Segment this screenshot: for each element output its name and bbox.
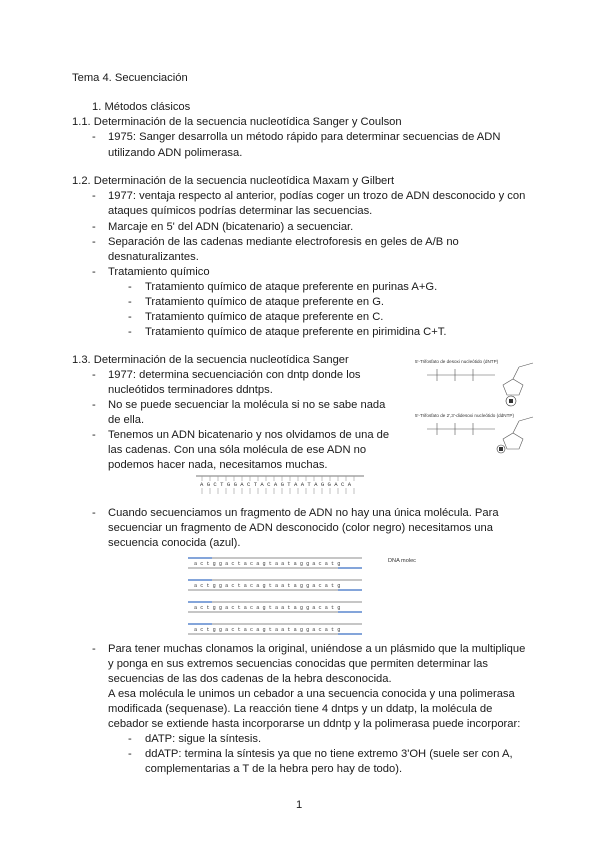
bullet-dash: - [92,507,96,519]
s12-sub-2: Tratamiento químico de ataque preferente en G. [145,296,385,308]
section-1-1-heading: 1.1. Determinación de la secuencia nucleotídica Sanger y Coulson [72,116,402,128]
s13-b4-line1: Cuando secuenciamos un fragmento de ADN no hay una única molécula. Para [108,507,499,519]
page-number: 1 [296,799,303,811]
bullet-dash: - [92,236,96,248]
s13-b3-line2: las cadenas. Con una sóla molécula de ese ADN no [108,444,367,456]
s13-b4-line3: secuencia conocida (azul). [108,537,241,549]
s13-b5-line1: Para tener muchas clonamos la original, uniéndose a un plásmido que la multiplique [108,643,526,655]
s13-b5-line2: y ponga en sus extremos secuencias conocidas que permiten determinar las [108,658,488,670]
dna-molecule-label: DNA molec [388,558,416,564]
s13-b5-line5: modificada (sequenase). La reacción tiene 4 dntps y un ddatp, la molécula de [108,703,493,715]
s12-b3-line2: desnaturalizantes. [108,251,199,263]
s12-sub-3: Tratamiento químico de ataque preferente en C. [145,311,384,323]
s13-b5-line6: cebador se extiende hasta incorporarse un ddntp y la polimerasa puede incorporar: [108,718,521,730]
s13-b2-line2: de ella. [108,414,145,426]
bullet-dash: - [92,369,96,381]
s11-b1-line2: utilizando ADN polimerasa. [108,147,243,159]
bullet-dash: - [92,221,96,233]
s13-b1-line2: nucleótidos terminadores ddntps. [108,384,273,396]
s11-b1-line1: 1975: Sanger desarrolla un método rápido para determinar secuencias de ADN [108,131,501,143]
nucleotide-structures-figure [415,355,550,455]
s12-sub-1: Tratamiento químico de ataque preferente en purinas A+G. [145,281,438,293]
sub-bullet-dash: - [128,281,132,293]
s13-b5-line4: A esa molécula le unimos un cebador a una secuencia conocida y una polimerasa [108,688,515,700]
s13-b3-line1: Tenemos un ADN bicatenario y nos olvidamos de una de [108,429,390,441]
bullet-dash: - [92,266,96,278]
sub-bullet-dash: - [128,733,132,745]
section-1-3-heading: 1.3. Determinación de la secuencia nucleotídica Sanger [72,354,349,366]
s13-sub-2-line2: complementarias a T de la hebra pero hay de todo). [145,763,403,775]
dna-sequence-text: A G C T G G A C T A C A G T A A T A G G A C A [200,481,352,488]
s13-b5-line3: secuencias de las dos cadenas de la hebra desconocida. [108,673,392,685]
bullet-dash: - [92,131,96,143]
strand-sequence-1: a c t g g a c t a c a g t a a t a g g a c a t g [194,561,341,567]
sub-bullet-dash: - [128,311,132,323]
bullet-dash: - [92,190,96,202]
s12-sub-4: Tratamiento químico de ataque preferente en pirimidina C+T. [145,326,447,338]
sub-bullet-dash: - [128,326,132,338]
s12-b4: Tratamiento químico [108,266,210,278]
s13-b2-line1: No se puede secuenciar la molécula si no se sabe nada [108,399,386,411]
page-title: Tema 4. Secuenciación [72,72,188,84]
sub-bullet-dash: - [128,296,132,308]
s12-b2: Marcaje en 5' del ADN (bicatenario) a secuenciar. [108,221,354,233]
strand-sequence-4: a c t g g a c t a c a g t a a t a g g a c a t g [194,627,341,633]
bullet-dash: - [92,643,96,655]
s12-b3-line1: Separación de las cadenas mediante electroforesis en geles de A/B no [108,236,459,248]
section-1-heading: 1. Métodos clásicos [92,101,191,113]
s13-b3-line3: podemos hacer nada, necesitamos muchas. [108,459,328,471]
s13-sub-2-line1: ddATP: termina la síntesis ya que no tiene extremo 3'OH (suele ser con A, [145,748,513,760]
bullet-dash: - [92,429,96,441]
s13-b4-line2: secuenciar un fragmento de ADN desconocido (color negro) necesitamos una [108,522,493,534]
s12-b1-line1: 1977: ventaja respecto al anterior, podías coger un trozo de ADN desconocido y con [108,190,526,202]
dna-strands-figure [186,552,426,638]
ddntp-caption: 5'-Trifosfato de 2',3'-didesoxi nucleótido (ddNTP) [415,413,514,418]
dntp-caption: 5'-Trifosfato de desoxi nucleótido (dNTP) [415,359,499,364]
sub-bullet-dash: - [128,748,132,760]
bullet-dash: - [92,399,96,411]
s13-b1-line1: 1977: determina secuenciación con dntp donde los [108,369,361,381]
dna-sequence-figure [194,472,366,500]
section-1-2-heading: 1.2. Determinación de la secuencia nucleotídica Maxam y Gilbert [72,175,395,187]
strand-sequence-3: a c t g g a c t a c a g t a a t a g g a c a t g [194,605,341,611]
strand-sequence-2: a c t g g a c t a c a g t a a t a g g a c a t g [194,583,341,589]
s12-b1-line2: ataques químicos podrías determinar las secuencias. [108,205,373,217]
s13-sub-1: dATP: sigue la síntesis. [145,733,262,745]
